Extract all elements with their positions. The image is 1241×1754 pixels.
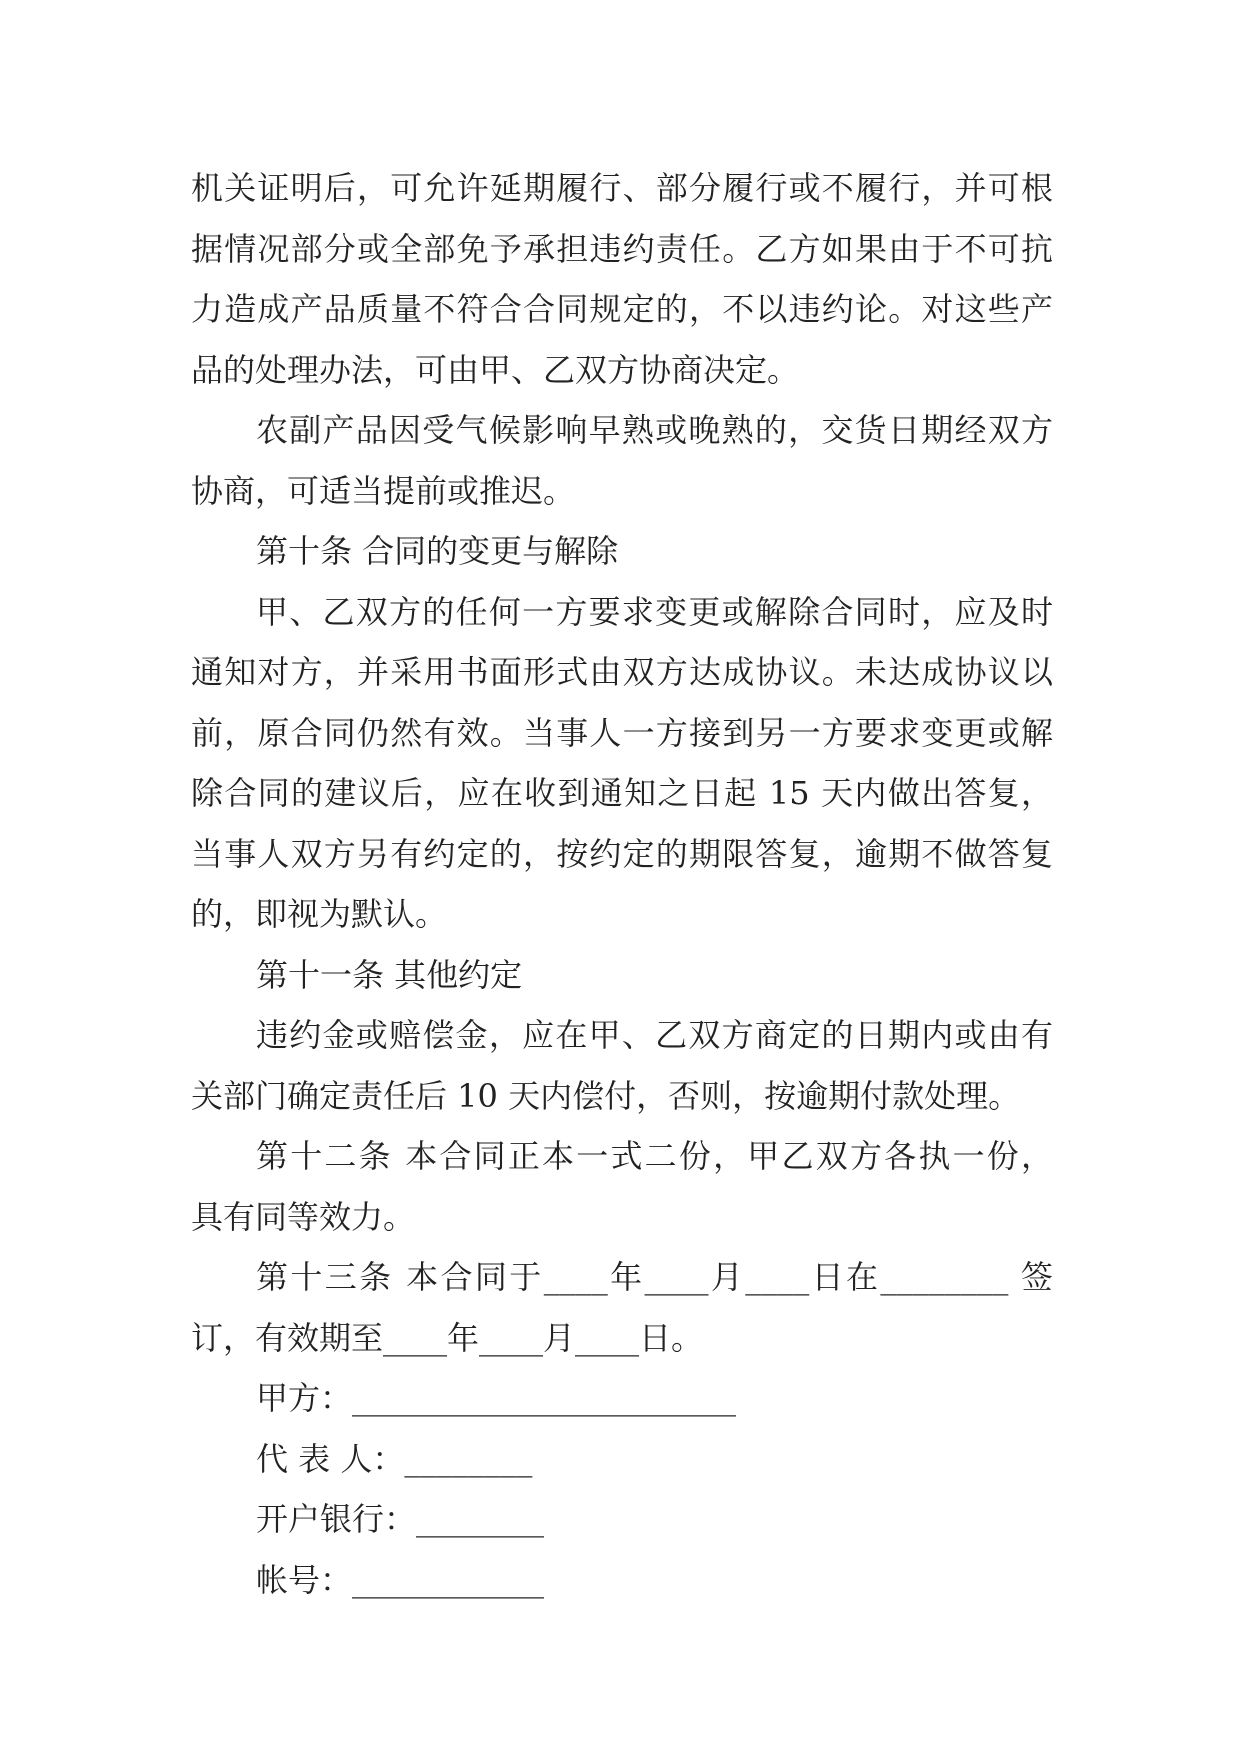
text-line: 关部门确定责任后 10 天内偿付，否则，按逾期付款处理。	[191, 1076, 1021, 1115]
text-line: 据情况部分或全部免予承担违约责任。乙方如果由于不可抗	[191, 229, 1053, 268]
text-line: 的，即视为默认。	[191, 895, 448, 933]
text-line: 代 表 人：________	[256, 1439, 533, 1478]
text-line: 第十一条 其他约定	[256, 955, 523, 994]
text-line: 违约金或赔偿金，应在甲、乙双方商定的日期内或由有	[256, 1016, 1053, 1054]
text-line: 机关证明后，可允许延期履行、部分履行或不履行，并可根	[191, 169, 1053, 207]
text-line: 第十三条 本合同于____年____月____日在________ 签	[256, 1258, 1053, 1296]
text-line: 订，有效期至____年____月____日。	[191, 1318, 704, 1357]
text-line: 前，原合同仍然有效。当事人一方接到另一方要求变更或解	[191, 713, 1053, 752]
text-line: 第十二条 本合同正本一式二份，甲乙双方各执一份，	[256, 1137, 1053, 1175]
text-line: 甲、乙双方的任何一方要求变更或解除合同时，应及时	[256, 592, 1053, 631]
text-line: 品的处理办法，可由甲、乙双方协商决定。	[191, 350, 800, 389]
text-line: 通知对方，并采用书面形式由双方达成协议。未达成协议以	[191, 653, 1053, 691]
text-line: 具有同等效力。	[191, 1197, 416, 1236]
text-line: 力造成产品质量不符合合同规定的，不以违约论。对这些产	[191, 290, 1053, 328]
text-line: 开户银行：________	[256, 1500, 545, 1538]
text-line: 农副产品因受气候影响早熟或晚熟的，交货日期经双方	[256, 411, 1053, 449]
text-line: 除合同的建议后，应在收到通知之日起 15 天内做出答复，	[191, 774, 1053, 812]
text-line: 甲方：________________________	[256, 1379, 737, 1417]
text-line: 第十条 合同的变更与解除	[256, 532, 619, 570]
text-line: 当事人双方另有约定的，按约定的期限答复，逾期不做答复	[191, 834, 1053, 873]
document-body	[191, 158, 1053, 1610]
text-line: 帐号：____________	[256, 1560, 545, 1599]
text-line: 协商，可适当提前或推迟。	[191, 471, 576, 510]
